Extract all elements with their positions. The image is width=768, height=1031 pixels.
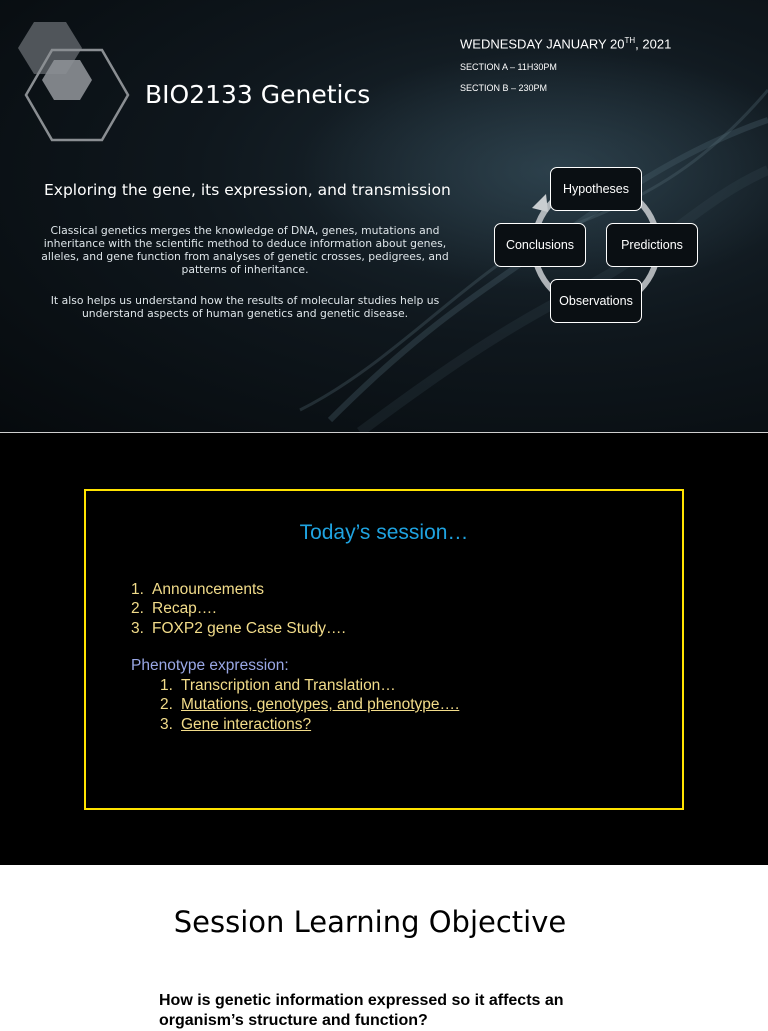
cycle-step-conclusions: Conclusions (494, 223, 586, 267)
cycle-step-hypotheses: Hypotheses (550, 167, 642, 211)
description-paragraph-2: It also helps us understand how the results of molecular studies help us understand aspects of human genetics and genetic disease. (50, 294, 440, 320)
section-a-time: SECTION A – 11H30PM (460, 62, 557, 72)
agenda-item: 3. FOXP2 gene Case Study…. (131, 620, 346, 637)
section-b-time: SECTION B – 230PM (460, 83, 548, 93)
scientific-method-cycle (486, 160, 706, 335)
phenotype-item-link[interactable]: 3. Gene interactions? (160, 716, 312, 733)
agenda-slide (0, 433, 768, 865)
agenda-item: 2. Recap…. (131, 600, 217, 617)
description-paragraph-1: Classical genetics merges the knowledge of DNA, genes, mutations and inheritance with the scientific method to deduce information about genes, alleles, and gene function from analyses of genetic crosses, pedigrees, and patterns of inheritance. (41, 224, 449, 276)
course-title: BIO2133 Genetics (145, 80, 371, 109)
agenda-box (84, 489, 684, 810)
cycle-step-observations: Observations (550, 279, 642, 323)
agenda-title: Today’s session… (299, 521, 469, 544)
lecture-date: WEDNESDAY JANUARY 20TH, 2021 (460, 36, 672, 52)
phenotype-item: 1. Transcription and Translation… (160, 677, 396, 694)
phenotype-heading: Phenotype expression: (131, 657, 289, 674)
hexagon-logo-icon (0, 0, 140, 150)
cycle-step-predictions: Predictions (606, 223, 698, 267)
title-slide (0, 0, 768, 432)
objective-slide (0, 865, 768, 1029)
phenotype-item-link[interactable]: 2. Mutations, genotypes, and phenotype…. (160, 696, 460, 713)
course-subtitle: Exploring the gene, its expression, and transmission (44, 181, 451, 199)
agenda-item: 1. Announcements (131, 581, 265, 598)
objective-question: How is genetic information expressed so it affects an organism’s structure and function? (159, 992, 564, 1029)
objective-title: Session Learning Objective (173, 905, 567, 939)
